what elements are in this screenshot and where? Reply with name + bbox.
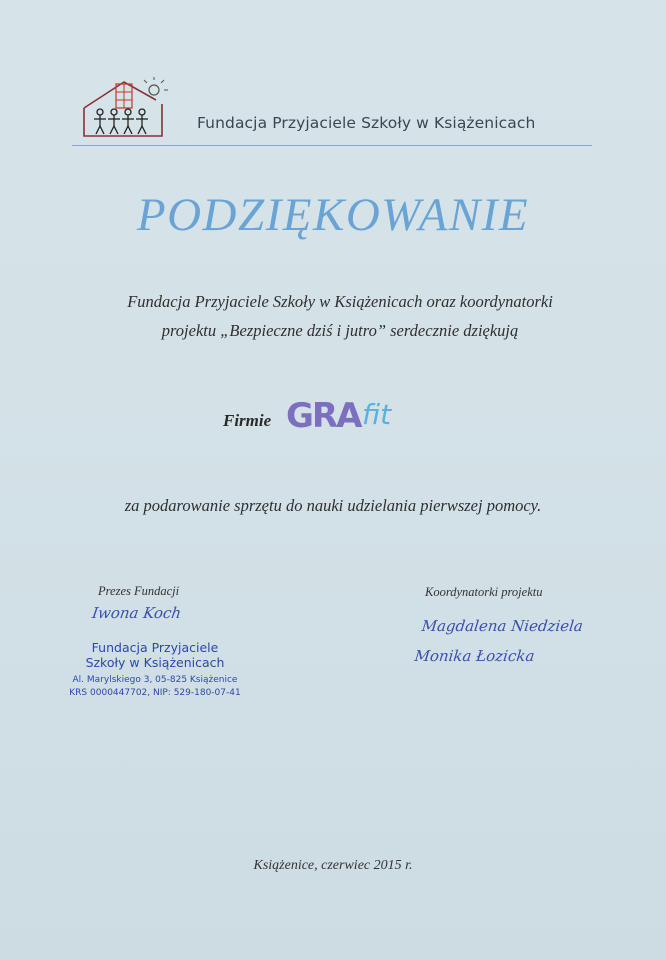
recipient-label: Firmie bbox=[223, 411, 272, 430]
president-signature bbox=[88, 600, 198, 628]
intro-text bbox=[60, 287, 620, 345]
svg-text:Monika Łozicka: Monika Łozicka bbox=[414, 647, 536, 665]
grafit-logo bbox=[286, 394, 426, 440]
stamp-line-3: Al. Marylskiego 3, 05-825 Książenice bbox=[72, 675, 238, 685]
reason-text: za podarowanie sprzętu do nauki udzielania pierwszej pomocy. bbox=[124, 496, 542, 515]
foundation-stamp bbox=[60, 640, 250, 699]
header-divider bbox=[72, 145, 592, 146]
stamp-line-4: KRS 0000447702, NIP: 529-180-07-41 bbox=[69, 688, 241, 698]
page-title: PODZIĘKOWANIE bbox=[136, 189, 530, 241]
svg-text:fit: fit bbox=[362, 398, 392, 431]
coordinators-label: Koordynatorki projektu bbox=[425, 585, 543, 599]
svg-text:Magdalena Niedziela: Magdalena Niedziela bbox=[420, 617, 584, 635]
stamp-line-2: Szkoły w Książenicach bbox=[85, 655, 225, 670]
intro-line-2: projektu „Bezpieczne dziś i jutro” serdecznie dziękują bbox=[161, 321, 519, 340]
organization-name: Fundacja Przyjaciele Szkoły w Książenicach bbox=[197, 114, 536, 132]
svg-text:Iwona Koch: Iwona Koch bbox=[90, 604, 183, 622]
place-date: Książenice, czerwiec 2015 r. bbox=[253, 858, 413, 873]
house-with-children-icon bbox=[78, 74, 170, 144]
coordinators-signatures bbox=[414, 605, 634, 675]
intro-line-1: Fundacja Przyjaciele Szkoły w Książenicach oraz koordynatorki bbox=[127, 292, 553, 311]
stamp-line-1: Fundacja Przyjaciele bbox=[91, 640, 219, 655]
president-label: Prezes Fundacji bbox=[98, 584, 180, 598]
svg-text:GRA: GRA bbox=[286, 396, 361, 436]
